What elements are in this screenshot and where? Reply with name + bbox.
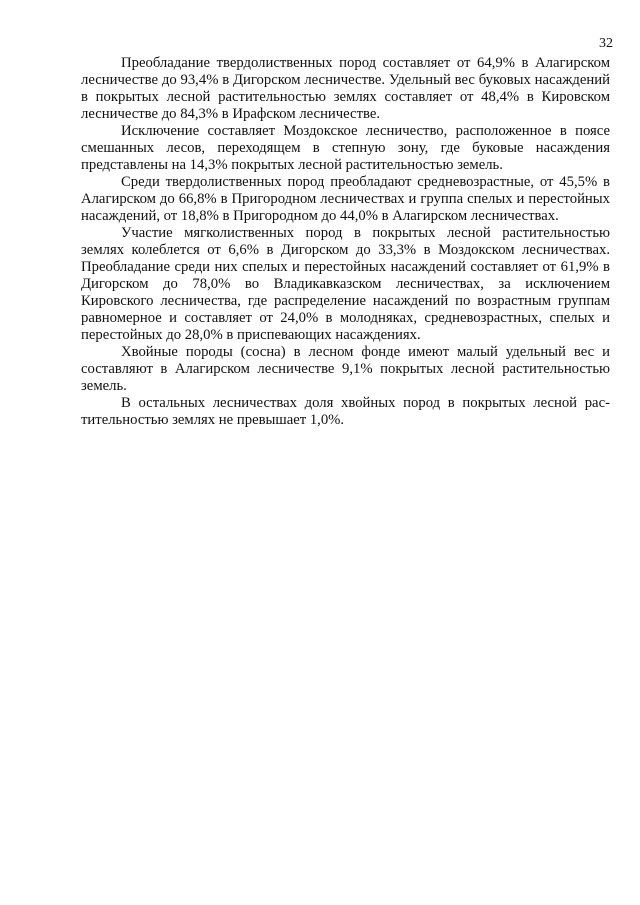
page-number: 32 — [599, 36, 613, 51]
paragraph-hardwood-age: Среди твердолиственных пород преобладают средневозрастные, от 45,5% в Алагирском до 66,8% в Пригородном лесничествах и группа спелых и перестойных насаждений, от 18,8% в Пригородном до 44,0% в Алагирском лесничествах. — [81, 174, 610, 224]
paragraph-other-forestries: В остальных лесничествах доля хвойных пород в покрытых лесной растительностью землях не превышает 1,0%. — [81, 395, 610, 428]
paragraph-hardwood-share: Преобладание твердолиственных пород составляет от 64,9% в Алагирском лесничестве до 93,4% в Дигорском лесничестве. Удельный вес буковых насаждений в покрытых лесной растительностью землях составляет от 48,4% в Кировском лесничестве до 84,3% в Ирафском лесничестве. — [81, 55, 610, 122]
paragraph-conifer-share: Хвойные породы (сосна) в лесном фонде имеют малый удельный вес и составляют в Алагирском лесничестве 9,1% покрытых лесной растительностью земель. — [81, 344, 610, 394]
body-text — [81, 55, 610, 429]
paragraph-mozdok-exception: Исключение составляет Моздокское лесничество, расположенное в поясе смешанных лесов, переходящем в степную зону, где буковые насаждения представлены на 14,3% покрытых лесной растительностью земель. — [81, 123, 610, 173]
paragraph-softwood-share: Участие мягколиственных пород в покрытых лесной растительностью землях колеблется от 6,6% в Дигорском до 33,3% в Моздокском лесничествах. Преобладание среди них спелых и перестойных насаждений составляет от 61,9% в Дигорском до 78,0% во Владикавказском лесничествах, за исключением Кировского лесничества, где распределение насаждений по возрастным группам равномерное и составляет от 24,0% в молодняках, средневозрастных, спелых и перестойных до 28,0% в приспевающих насаждениях. — [81, 225, 610, 343]
